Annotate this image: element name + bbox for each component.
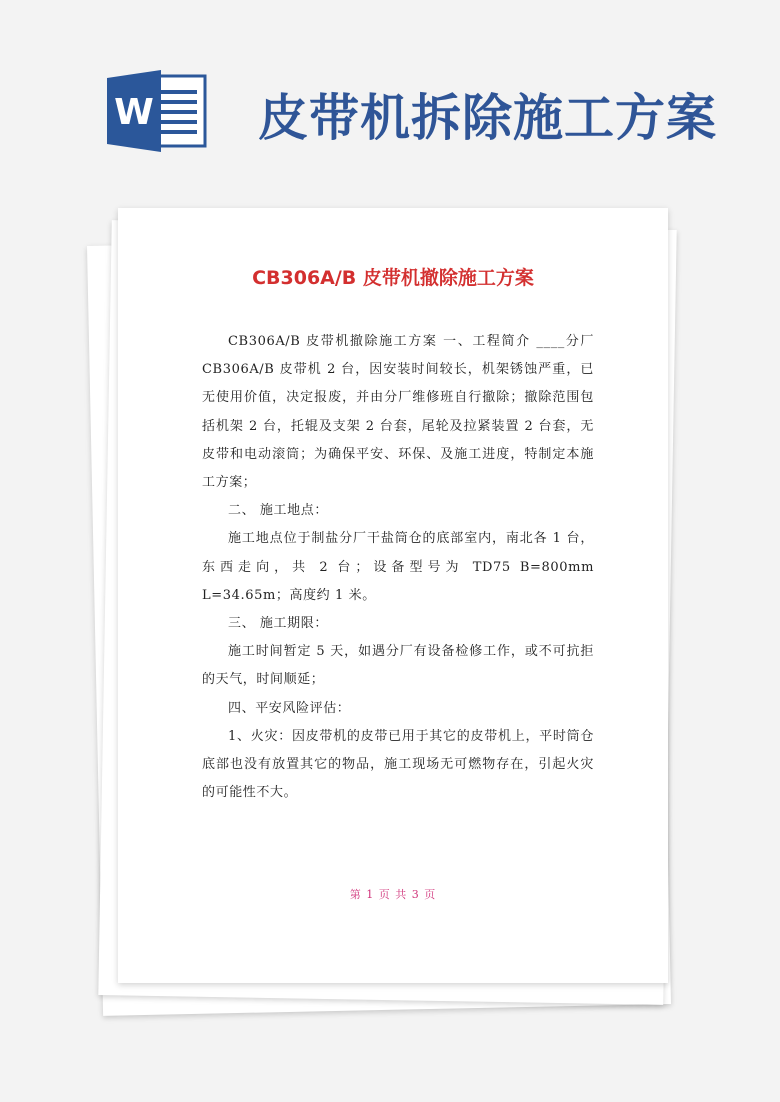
banner-title: 皮带机拆除施工方案 bbox=[258, 89, 717, 147]
document-body bbox=[202, 328, 594, 807]
paragraph: 施工地点位于制盐分厂干盐筒仓的底部室内，南北各 1 台，东西走向，共 2 台；设备型号为 TD75 B=800mm L=34.65m；高度约 1 米。 bbox=[202, 531, 594, 603]
section-heading: 三、 施工期限： bbox=[228, 616, 328, 632]
section-heading: 二、 施工地点： bbox=[228, 503, 328, 519]
paragraph: CB306A/B 皮带机撤除施工方案 一、工程简介 ____分厂 CB306A/B 皮带机 2 台，因安装时间较长，机架锈蚀严重，已无使用价值，决定报废，并由分厂维修班自行撤除；撤除范围包括机架 2 台，托辊及支架 2 台套，尾轮及拉紧装置 2 台套，无皮带和电动滚筒；为确保平安、环保、及施工进度，特制定本施工方案； bbox=[202, 334, 594, 491]
paragraph: 施工时间暂定 5 天，如遇分厂有设备检修工作，或不可抗拒的天气，时间顺延； bbox=[202, 644, 594, 688]
word-logo-icon bbox=[107, 70, 207, 152]
document-page bbox=[118, 208, 668, 983]
section-heading: 四、平安风险评估： bbox=[228, 700, 351, 716]
word-logo-letter: W bbox=[114, 92, 154, 133]
page-footer: 第 1 页 共 3 页 bbox=[349, 888, 437, 901]
document-title: CB306A/B 皮带机撤除施工方案 bbox=[252, 267, 534, 289]
paragraph: 1、火灾：因皮带机的皮带已用于其它的皮带机上，平时筒仓底部也没有放置其它的物品，施工现场无可燃物存在，引起火灾的可能性不大。 bbox=[202, 728, 594, 801]
